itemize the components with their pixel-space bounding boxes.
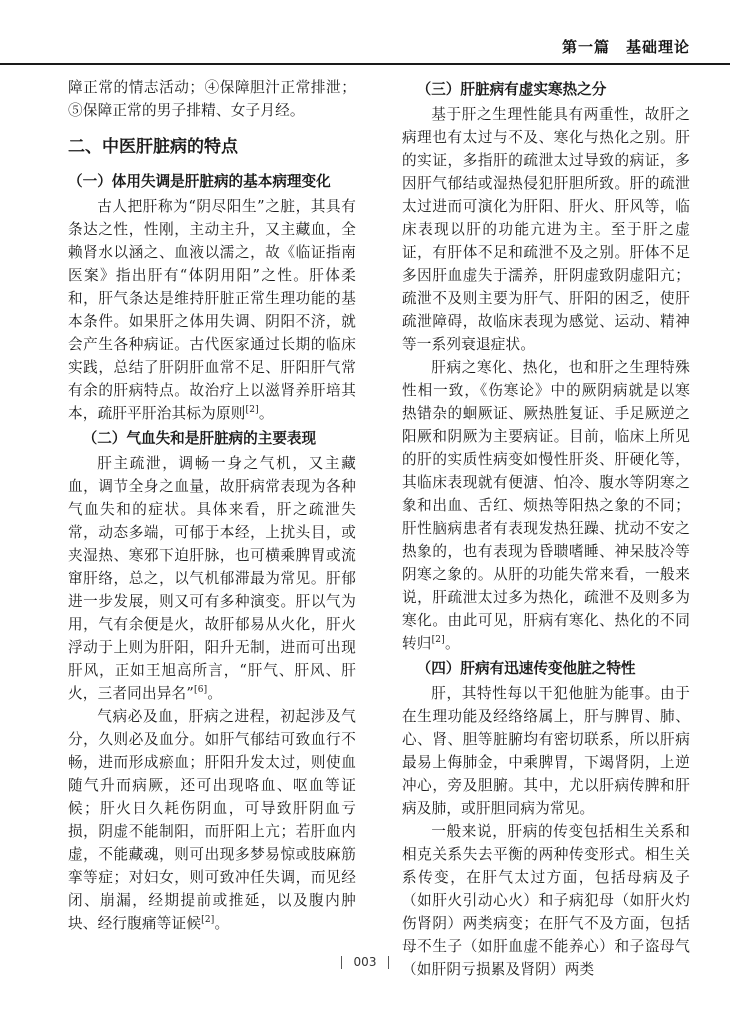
- paragraph-text: 古人把肝称为“阴尽阳生”之脏，其具有条达之性，性刚，主动主升，又主藏血，全赖肾水以涵之、血液以濡之，故《临证指南医案》指出肝有“体阴用阳”之性。肝体柔和，肝气条达是维持肝脏正常生理功能的基本条件。如果肝之体用失调、阴阳不济，就会产生各种病证。古代医家通过长期的临床实践，总结了肝阴肝血常不足、肝阳肝气常有余的肝病特点。故治疗上以滋肾养肝培其本，疏肝平肝治其标为原则: [68, 198, 356, 422]
- paragraph-text: 肝主疏泄，调畅一身之气机，又主藏血，调节全身之血量，故肝病常表现为各种气血失和的症状。具体来看，肝之疏泄失常，动态多端，可郁于本经，上扰头目，或夹湿热、寒邪下迫肝脉，也可横乘脾胃或流窜肝络，总之，以气机郁滞最为常见。肝郁进一步发展，则又可有多种演变。肝以气为用，气有余便是火，故肝郁易从火化，肝火浮动于上则为肝阳，阳升无制，进而可出现肝风，正如王旭高所言，“肝气、肝风、肝火，三者同出异名”: [68, 455, 356, 702]
- paragraph-body-7: 一般来说，肝病的传变包括相生关系和相克关系失去平衡的两种传变形式。相生关系传变，在肝气太过方面，包括母病及子（如肝火引动心火）和子病犯母（如肝火灼伤肾阴）两类病变；在肝气不及方面，包括母不生子（如肝血虚不能养心）和子盗母气（如肝阴亏损累及肾阴）两类: [402, 823, 690, 978]
- paragraph-body-5: [402, 356, 690, 655]
- paragraph-text: 肝病之寒化、热化，也和肝之生理特殊性相一致，《伤寒论》中的厥阴病就是以寒热错杂的蛔厥证、厥热胜复证、手足厥逆之阳厥和阴厥为主要病证。目前，临床上所见的肝的实质性病变如慢性肝炎、肝硬化等，其临床表现就有便溏、怕冷、腹水等阴寒之象和出血、舌红、烦热等阳热之象的不同；肝性脑病患者有表现发热狂躁、扰动不安之热象的，也有表现为昏聩嗜睡、神呆肢冷等阴寒之象的。从肝的功能失常来看，一般来说，肝疏泄太过多为热化，疏泄不及则多为寒化。由此可见，肝病有寒化、热化的不同转归: [402, 359, 690, 652]
- page-number: 003: [353, 955, 377, 969]
- left-column: [68, 76, 356, 935]
- paragraph-body-3: [68, 705, 356, 935]
- paragraph-body-2: [68, 452, 356, 705]
- chapter-header: 第一篇 基础理论: [561, 38, 690, 56]
- citation-ref: [6]: [194, 685, 208, 696]
- paragraph-end: 。: [207, 685, 223, 702]
- citation-ref: [2]: [431, 635, 445, 646]
- subsection-heading-2: （二）气血失和是肝脏病的主要表现: [82, 430, 317, 447]
- paragraph-body-1: [68, 195, 356, 425]
- paragraph-body-6: 肝，其特性每以干犯他脏为能事。由于在生理功能及经络络属上，肝与脾胃、肺、心、肾、胆等脏腑均有密切联系，所以肝病最易上侮肺金，中乘脾胃，下竭肾阴，上逆冲心，旁及胆腑。其中，尤以肝病传脾和肝病及肺，或肝胆同病为常见。: [402, 685, 690, 817]
- footer-bar-left: [341, 956, 342, 969]
- paragraph-end: 。: [214, 915, 230, 932]
- paragraph-body-4: 基于肝之生理性能具有两重性，故肝之病理也有太过与不及、寒化与热化之别。肝的实证，多指肝的疏泄太过导致的病证，多因肝气郁结或湿热侵犯肝胆所致。肝的疏泄太过进而可演化为肝阳、肝火、肝风等，临床表现以肝的功能亢进为主。至于肝之虚证，有肝体不足和疏泄不及之别。肝体不足多因肝血虚失于濡养，肝阴虚致阴虚阳亢；疏泄不及则主要为肝气、肝阳的困乏，使肝疏泄障碍，故临床表现为感觉、运动、精神等一系列衰退症状。: [402, 106, 690, 353]
- subsection-heading-4: （四）肝病有迅速传变他脏之特性: [416, 660, 636, 677]
- page-footer: [0, 955, 730, 969]
- subsection-heading-3: （三）肝脏病有虚实寒热之分: [416, 81, 607, 98]
- citation-ref: [2]: [245, 405, 259, 416]
- header-divider: [0, 63, 730, 65]
- subsection-heading-1: （一）体用失调是肝脏病的基本病理变化: [68, 173, 331, 190]
- paragraph-end: 。: [444, 635, 460, 652]
- citation-ref: [2]: [201, 915, 215, 926]
- paragraph-end: 。: [258, 405, 274, 422]
- footer-bar-right: [388, 956, 389, 969]
- paragraph-continued: 障正常的情志活动；④保障胆汁正常排泄；⑤保障正常的男子排精、女子月经。: [68, 79, 356, 119]
- section-heading: 二、中医肝脏病的特点: [68, 137, 238, 157]
- paragraph-text: 气病必及血，肝病之进程，初起涉及气分，久则必及血分。如肝气郁结可致血行不畅，进而形成瘀血；肝阳升发太过，则使血随气升而病厥，还可出现咯血、呕血等证候；肝火日久耗伤阴血，可导致肝阴血亏损，阴虚不能制阳，而肝阳上亢；若肝血内虚，不能藏魂，则可出现多梦易惊或肢麻筋挛等症；对妇女，则可致冲任失调，而见经闭、崩漏，经期提前或推延，以及腹内肿块、经行腹痛等证候: [68, 708, 356, 932]
- right-column: [402, 76, 690, 981]
